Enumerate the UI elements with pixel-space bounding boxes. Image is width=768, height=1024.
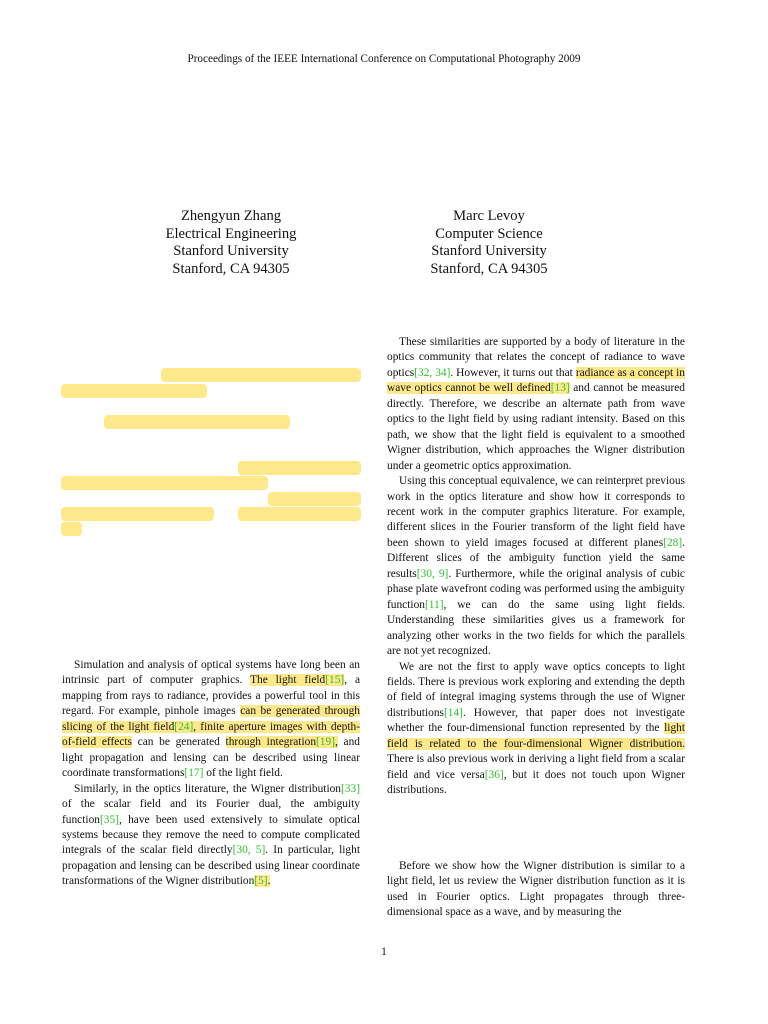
author-block-1 bbox=[111, 208, 351, 278]
paragraph: These similarities are supported by a body of literature in the optics community that relates the concept of radiance to wave optics[32, 34]. However, it turns out that radiance as a concept in wave optics cannot be well defined[13] and cannot be measured directly. Therefore, we describe an alternate path from wave optics to the light field by using radiant intensity. Based on this path, we show that the light field is equivalent to a smoothed Wigner distribution, which approaches the Wigner distribution under a geometric optics approximation. bbox=[387, 336, 686, 472]
paragraph: We are not the first to apply wave optics concepts to light fields. There is previous work exploring and extending the depth of field of integral imaging systems through the use of Wigner distributions[14]. However, that paper does not investigate whether the four-dimensional function represented by the light field is related to the four-dimensional Wigner distribution. There is also previous work in deriving a light field from a scalar field and vice versa[36], but it does not touch upon Wigner distributions. bbox=[387, 660, 685, 797]
right-column-text bbox=[387, 335, 685, 799]
highlight-bar bbox=[61, 476, 268, 490]
highlight-bar bbox=[238, 507, 361, 521]
page-number: 1 bbox=[381, 946, 387, 958]
highlight-bar bbox=[238, 461, 361, 475]
right-column-section bbox=[387, 859, 685, 921]
paragraph: Before we show how the Wigner distribution is similar to a light field, let us review the Wigner distribution function as it is used in Fourier optics. Light propagates through three-dimensional space as a wave, and by measuring the bbox=[387, 860, 685, 919]
running-head: Proceedings of the IEEE International Conference on Computational Photography 2009 bbox=[187, 53, 581, 65]
author-university: Stanford University bbox=[431, 243, 547, 260]
author-address: Stanford, CA 94305 bbox=[172, 260, 290, 277]
highlight-bar bbox=[61, 522, 82, 536]
paragraph: Simulation and analysis of optical systems have long been an intrinsic part of computer graphics. The light field[15], a mapping from rays to radiance, provides a powerful tool in this regard. For example, pinhole images can be generated through slicing of the light field[24], finite aperture images with depth-of-field effects can be generated through integration[19], and light propagation and lensing can be described using linear coordinate transformations[17] of the light field. bbox=[62, 659, 361, 780]
author-department: Electrical Engineering bbox=[165, 225, 297, 242]
paragraph: Similarly, in the optics literature, the Wigner distribution[33] of the scalar field and its Fourier dual, the ambiguity function[35], have been used extensively to simulate optical systems because they remove the need to compute complicated integrals of the scalar field directly[30, 5]. In particular, light propagation and lensing can be described using linear coordinate transformations of the Wigner distribution[5]. bbox=[62, 782, 360, 888]
author-name: Marc Levoy bbox=[453, 208, 525, 224]
author-block-2 bbox=[369, 208, 609, 278]
highlight-bar bbox=[61, 507, 214, 521]
author-name: Zhengyun Zhang bbox=[180, 208, 282, 224]
author-address: Stanford, CA 94305 bbox=[430, 260, 548, 277]
left-column-intro bbox=[62, 658, 360, 890]
highlight-bar bbox=[104, 415, 290, 429]
highlight-bar bbox=[161, 368, 361, 382]
author-university: Stanford University bbox=[173, 243, 289, 260]
highlight-bar bbox=[61, 384, 207, 398]
paragraph: Using this conceptual equivalence, we can reinterpret previous work in the optics literature and show how it corresponds to recent work in the computer graphics literature. For example, different slices in the Fourier transform of the light field have been shown to yield images focused at different planes[28]. Different slices of the ambiguity function yield the same results[30, 9]. Furthermore, while the original analysis of cubic phase plate wavefront coding was performed using the ambiguity function[11], we can do the same using light fields. Understanding these similarities gives us a framework for analyzing other works in the two fields for which the parallels are not yet recognized. bbox=[387, 475, 685, 658]
highlight-bar bbox=[268, 492, 361, 506]
author-department: Computer Science bbox=[435, 225, 543, 242]
